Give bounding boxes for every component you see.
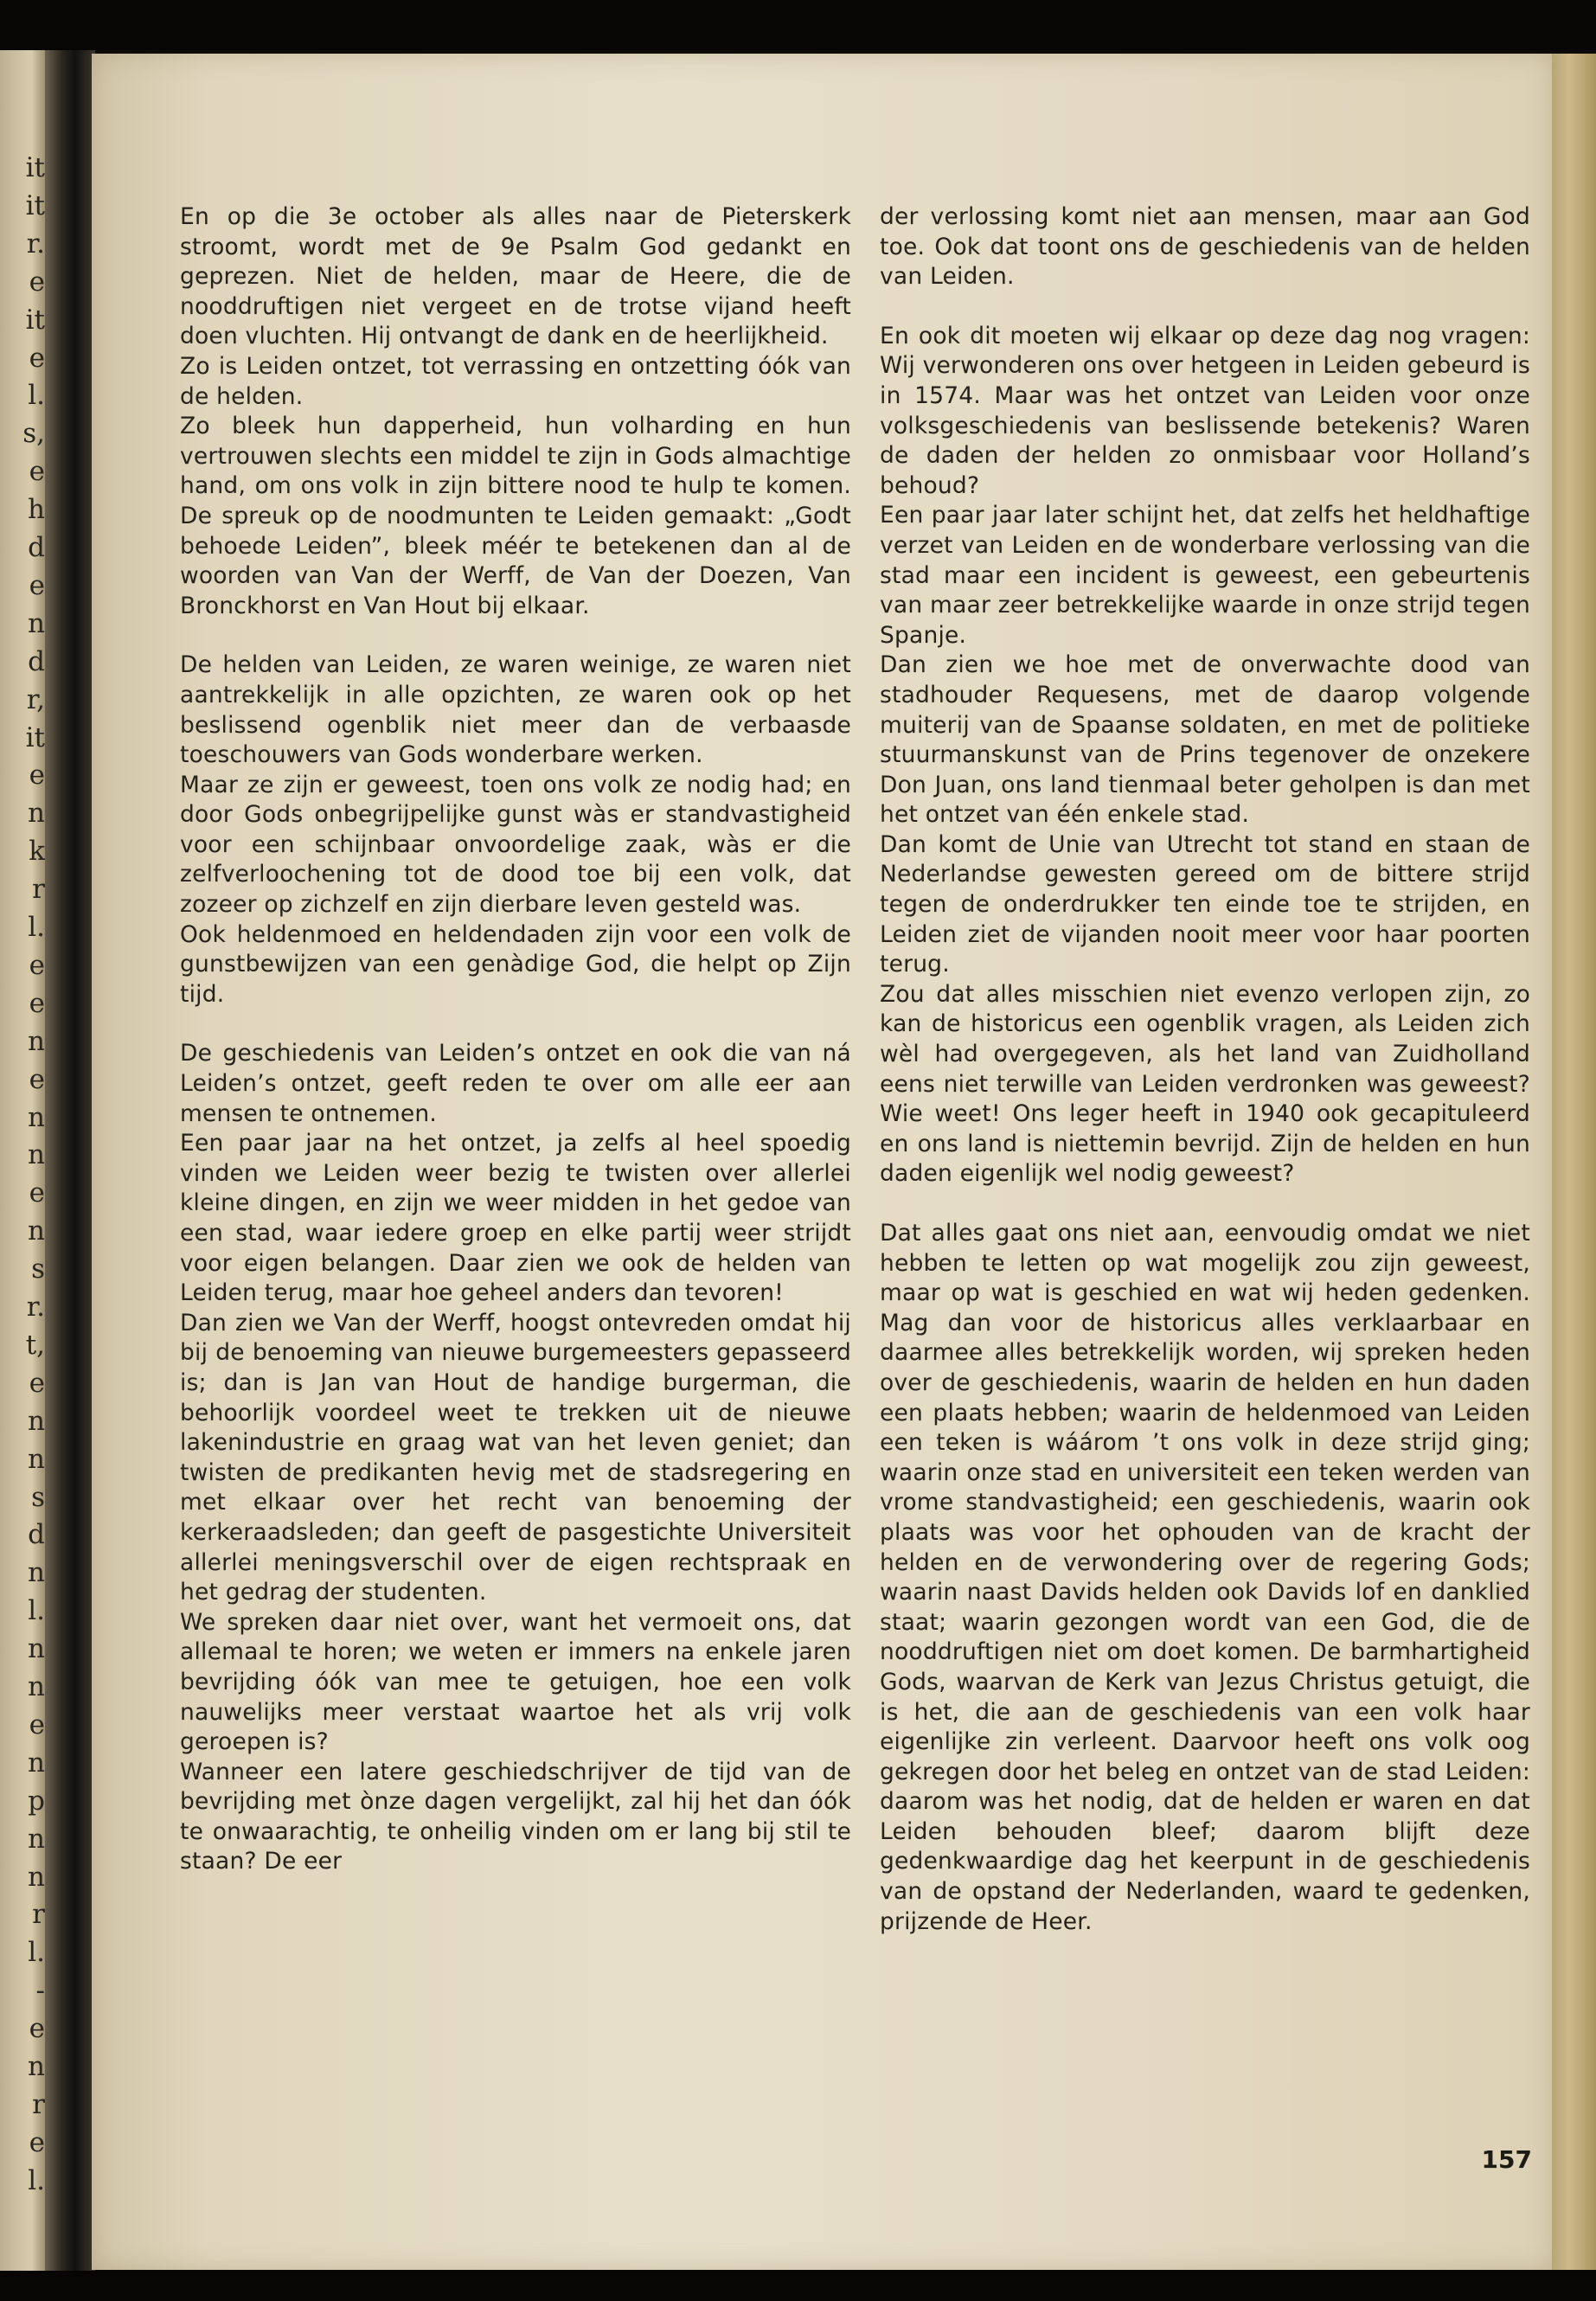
previous-page-text-fragment: r, (26, 684, 45, 715)
previous-page-text-fragment: d (28, 646, 45, 677)
paragraph: Dat alles gaat ons niet aan, eenvoudig omdat we niet hebben te letten op wat mogelijk zou zijn geweest, maar op wat is geschied en wat wij heden gedenken. Mag dan voor de historicus alles verklaarbaar en daarmee alles betrekkelijk worden, wij spreken heden over de geschiedenis, waarin de helden en hun daden een plaats hebben; waarin de heldenmoed van Leiden een teken is wáárom ’t ons volk in deze strijd ging; waarin onze stad en universiteit een teken werden van vrome standvastigheid; een geschiedenis, waarin ook plaats was voor het ophouden van de kracht der helden en de verwondering over de regering Gods; waarin naast Davids helden ook Davids lof en danklied staat; waarin gezongen wordt van een God, die de nooddruftigen niet om doet komen. De barmhartigheid Gods, waarvan de Kerk van Jezus Christus getuigt, die is het, die aan de geschiedenis van een volk haar eigenlijke zin verleent. Daarvoor heeft ons volk oog gekregen door het beleg en ontzet van de stad Leiden: daarom was het nodig, dat de helden er waren en dat Leiden behouden bleef; daarom blijft deze gedenkwaardige dag het keerpunt in de geschiedenis van de opstand der Nederlanden, waard te gedenken, prijzende de Heer. (880, 1220, 1530, 1935)
previous-page-text-fragment: l. (28, 1595, 45, 1626)
previous-page-text-fragment: n (28, 1026, 45, 1057)
previous-page-text-fragment: n (28, 1862, 45, 1893)
previous-page-text-fragment: n (28, 1557, 45, 1588)
right-column (880, 202, 1530, 1937)
paragraph: Dan komt de Unie van Utrecht tot stand en staan de Nederlandse gewesten gereed om de bittere strijd tegen de onderdrukker ten einde toe te strijden, en Leiden ziet de vijanden nooit meer voor haar poorten terug. (880, 830, 1530, 978)
paragraph: De helden van Leiden, ze waren weinige, ze waren niet aantrekkelijk in alle opzichten, ze waren ook op het beslissend ogenblik niet meer dan de verbaasde toeschouwers van Gods wonderbare werken. (180, 651, 851, 769)
previous-page-text-fragment: d (28, 532, 45, 563)
paragraph: De geschiedenis van Leiden’s ontzet en ook die van ná Leiden’s ontzet, geeft reden te over om alle eer aan mensen te ontnemen. (180, 1040, 851, 1127)
page-edge-right (1552, 54, 1596, 2270)
previous-page-text-fragment: n (28, 2051, 45, 2082)
previous-page-text-fragment: e (29, 1368, 45, 1399)
previous-page-text-fragment: it (25, 152, 45, 183)
previous-page-text-fragment: e (29, 2127, 45, 2158)
previous-page-text-fragment: n (28, 1139, 45, 1170)
previous-page-text-fragment: h (28, 494, 45, 525)
previous-page-text-fragment: n (28, 608, 45, 639)
previous-page-text-fragment: e (29, 456, 45, 487)
previous-page-text-fragment: r (32, 1899, 45, 1930)
previous-page-text-fragment: e (29, 1177, 45, 1208)
paragraph: We spreken daar niet over, want het vermoeit ons, dat allemaal te horen; we weten er immers na enkele jaren bevrijding óók van mee te getuigen, hoe een volk nauwelijks meer verstaat waartoe het als vrij volk geroepen is? (180, 1608, 851, 1756)
previous-page-text-fragment: s (31, 1482, 45, 1513)
previous-page-text-fragment: r (32, 874, 45, 905)
paragraph: Een paar jaar later schijnt het, dat zelfs het heldhaftige verzet van Leiden en de wonderbare verlossing van die stad maar een incident is geweest, een gebeurtenis van maar zeer betrekkelijke waarde in onze strijd tegen Spanje. (880, 502, 1530, 649)
scan-border-top (0, 0, 1596, 50)
previous-page-text-fragment: l. (28, 1937, 45, 1968)
previous-page-text-fragment: n (28, 1747, 45, 1779)
paragraph: Zou dat alles misschien niet evenzo verlopen zijn, zo kan de historicus een ogenblik vragen, als Leiden zich wèl had overgegeven, als het land van Zuidholland eens niet terwille van Leiden verdronken was geweest? Wie weet! Ons leger heeft in 1940 ook gecapituleerd en ons land is niettemin bevrijd. Zijn de helden en hun daden eigenlijk wel nodig geweest? (880, 980, 1530, 1188)
previous-page-text-fragment: r. (26, 1292, 45, 1323)
previous-page-text-fragment: e (29, 1709, 45, 1740)
previous-page-text-fragment: k (29, 836, 45, 867)
book-gutter (45, 50, 95, 2271)
scan-border-bottom (0, 2271, 1596, 2301)
previous-page-text-fragment: e (29, 343, 45, 374)
paragraph: Zo is Leiden ontzet, tot verrassing en ontzetting óók van de helden. (180, 352, 851, 410)
paragraph: Dan zien we hoe met de onverwachte dood van stadhouder Requesens, met de daarop volgende muiterij van de Spaanse soldaten, en met de politieke stuurmanskunst van de Prins tegenover de onzekere Don Juan, ons land tienmaal beter geholpen is dan met het ontzet van één enkele stad. (880, 651, 1530, 829)
previous-page-text-fragment: e (29, 760, 45, 791)
previous-page-text-fragment: l. (28, 2165, 45, 2196)
previous-page-text-fragment: it (25, 304, 45, 336)
previous-page-text-fragment: e (29, 266, 45, 298)
previous-page-text-fragment: d (28, 1519, 45, 1550)
left-column (180, 202, 851, 1877)
previous-page-text-fragment: r. (26, 228, 45, 260)
paragraph: der verlossing komt niet aan mensen, maar aan God toe. Ook dat toont ons de geschiedenis van de helden van Leiden. (880, 203, 1530, 291)
paragraph: Maar ze zijn er geweest, toen ons volk ze nodig had; en door Gods onbegrijpelijke gunst wàs er standvastigheid voor een schijnbaar onvoordelige zaak, wàs er die zelfverloochening tot de dood toe bij een volk, dat zozeer op zichzelf en zijn dierbare leven gesteld was. (180, 771, 851, 919)
previous-page-text-fragment: n (28, 1102, 45, 1133)
previous-page-text-fragment: e (29, 1064, 45, 1095)
previous-page-text-fragment: e (29, 988, 45, 1019)
previous-page-text-fragment: r (32, 2089, 45, 2120)
paragraph: Zo bleek hun dapperheid, hun volharding en hun vertrouwen slechts een middel te zijn in Gods almachtige hand, om ons volk in zijn bittere nood te hulp te komen. De spreuk op de noodmunten te Leiden gemaakt: „Godt behoede Leiden”, bleek méér te betekenen dan al de woorden van Van der Werff, de Van der Doezen, Van Bronckhorst en Van Hout bij elkaar. (180, 413, 851, 619)
previous-page-text-fragment: l. (28, 912, 45, 943)
paragraph: En op die 3e october als alles naar de Pieterskerk stroomt, wordt met de 9e Psalm God gedankt en geprezen. Niet de helden, maar de Heere, die de nooddruftigen niet vergeet en de trotse vijand heeft doen vluchten. Hij ontvangt de dank en de heerlijkheid. (180, 203, 851, 350)
previous-page-text-fragment: it (25, 190, 45, 221)
paragraph: Ook heldenmoed en heldendaden zijn voor een volk de gunstbewijzen van een genàdige God, die helpt op Zijn tijd. (180, 920, 851, 1008)
previous-page-text-fragment: n (28, 1633, 45, 1664)
previous-page-text-fragment: e (29, 570, 45, 601)
previous-page-text-fragment: n (28, 1671, 45, 1702)
paragraph: En ook dit moeten wij elkaar op deze dag nog vragen: Wij verwonderen ons over hetgeen in Leiden gebeurd is in 1574. Maar was het ontzet van Leiden voor onze volksgeschiedenis van beslissende betekenis? Waren de daden der helden zo onmisbaar voor Holland’s behoud? (880, 322, 1530, 499)
page (92, 54, 1552, 2270)
previous-page-text-fragment: p (28, 1785, 45, 1817)
previous-page-text-fragment: it (25, 722, 45, 753)
paragraph: Dan zien we Van der Werff, hoogst ontevreden omdat hij bij de benoeming van nieuwe burgemeesters gepasseerd is; dan is Jan van Hout de handige burgerman, die behoorlijk voordeel weet te trekken uit de nieuwe lakenindustrie en graag wat van het leven geniet; dan twisten de predikanten hevig met de stadsregering en met elkaar over het recht van benoeming der kerkeraadsleden; dan geeft de pasgestichte Universiteit allerlei meningsverschil over de eigen rechtspraak en het gedrag der studenten. (180, 1309, 851, 1606)
previous-page-text-fragment: l. (28, 380, 45, 411)
page-number: 157 (1481, 2145, 1532, 2174)
previous-page-text-fragment: s, (22, 418, 45, 449)
previous-page-text-fragment: t, (25, 1330, 45, 1361)
previous-page-text-fragment: n (28, 798, 45, 829)
previous-page-edge (0, 50, 45, 2271)
previous-page-text-fragment: n (28, 1406, 45, 1437)
previous-page-text-fragment: e (29, 950, 45, 981)
previous-page-text-fragment: - (35, 1975, 45, 2006)
previous-page-text-fragment: s (31, 1253, 45, 1285)
previous-page-text-fragment: n (28, 1444, 45, 1475)
previous-page-text-fragment: n (28, 1215, 45, 1247)
previous-page-text-fragment: e (29, 2013, 45, 2044)
previous-page-text-fragment: n (28, 1823, 45, 1855)
paragraph: Wanneer een latere geschiedschrijver de tijd van de bevrijding met ònze dagen vergelijkt, zal hij het dan óók te onwaarachtig, te onheilig vinden om er lang bij stil te staan? De eer (180, 1758, 851, 1875)
paragraph: Een paar jaar na het ontzet, ja zelfs al heel spoedig vinden we Leiden weer bezig te twisten over allerlei kleine dingen, en zijn we weer midden in het gedoe van een stad, waar iedere groep en elke partij weer strijdt voor eigen belangen. Daar zien we ook de helden van Leiden terug, maar hoe geheel anders dan tevoren! (180, 1130, 851, 1307)
